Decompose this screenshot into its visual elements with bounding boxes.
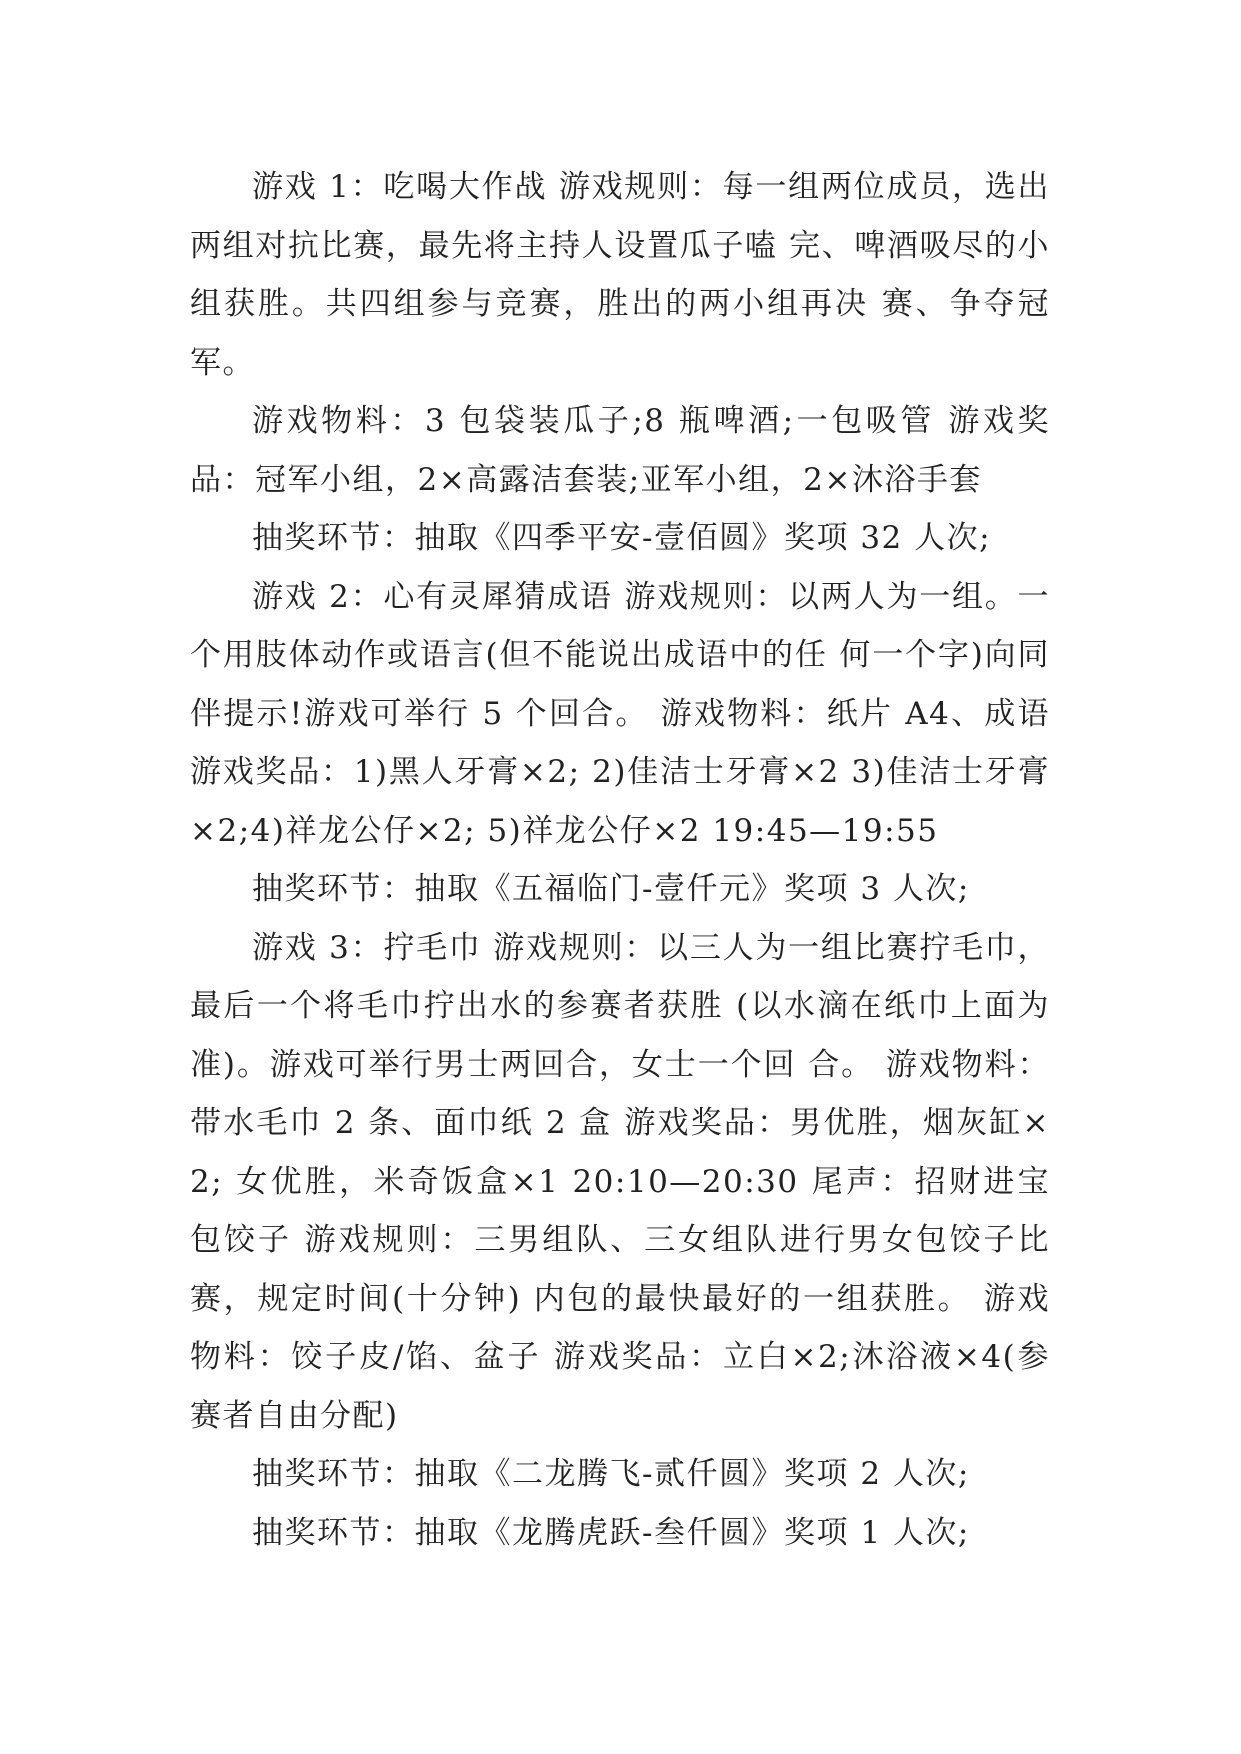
paragraph-game-1: 游戏 1：吃喝大作战 游戏规则：每一组两位成员，选出两组对抗比赛，最先将主持人设置瓜子嗑 完、啤酒吸尽的小组获胜。共四组参与竞赛，胜出的两小组再决 赛、争夺冠军。 <box>190 169 1050 381</box>
document-body <box>190 158 1050 1562</box>
paragraph-game-2: 游戏 2：心有灵犀猜成语 游戏规则：以两人为一组。一个用肢体动作或语言(但不能说出成语中的任 何一个字)向同伴提示!游戏可举行 5 个回合。 游戏物料：纸片 A4、成语 游戏奖品：1)黑人牙膏×2; 2)佳洁士牙膏×2 3)佳洁士牙膏×2;4)祥龙公仔×2; 5)祥龙公仔×2 19:45—19:55 <box>190 578 1050 849</box>
paragraph-game-3: 游戏 3：拧毛巾 游戏规则：以三人为一组比赛拧毛巾，最后一个将毛巾拧出水的参赛者获胜 (以水滴在纸巾上面为准)。游戏可举行男士两回合，女士一个回 合。 游戏物料：带水毛巾 2 条、面巾纸 2 盒 游戏奖品：男优胜，烟灰缸×2; 女优胜，米奇饭盒×1 20:10—20:30 尾声：招财进宝包饺子 游戏规则：三男组队、三女组队进行男女包饺子比赛，规定时间(十分钟) 内包的最快最好的一组获胜。 游戏物料：饺子皮/馅、盆子 游戏奖品：立白×2;沐浴液×4(参赛者自由分配) <box>190 929 1050 1434</box>
paragraph-lottery-4: 抽奖环节：抽取《龙腾虎跃-叁仟圆》奖项 1 人次; <box>252 1514 970 1551</box>
paragraph-game-1-materials: 游戏物料：3 包袋装瓜子;8 瓶啤酒;一包吸管 游戏奖品：冠军小组，2×高露洁套装;亚军小组，2×沐浴手套 <box>190 403 1050 498</box>
paragraph-lottery-2: 抽奖环节：抽取《五福临门-壹仟元》奖项 3 人次; <box>252 871 970 907</box>
paragraph-lottery-1: 抽奖环节：抽取《四季平安-壹佰圆》奖项 32 人次; <box>252 520 992 556</box>
paragraph-lottery-3: 抽奖环节：抽取《二龙腾飞-贰仟圆》奖项 2 人次; <box>252 1456 970 1492</box>
